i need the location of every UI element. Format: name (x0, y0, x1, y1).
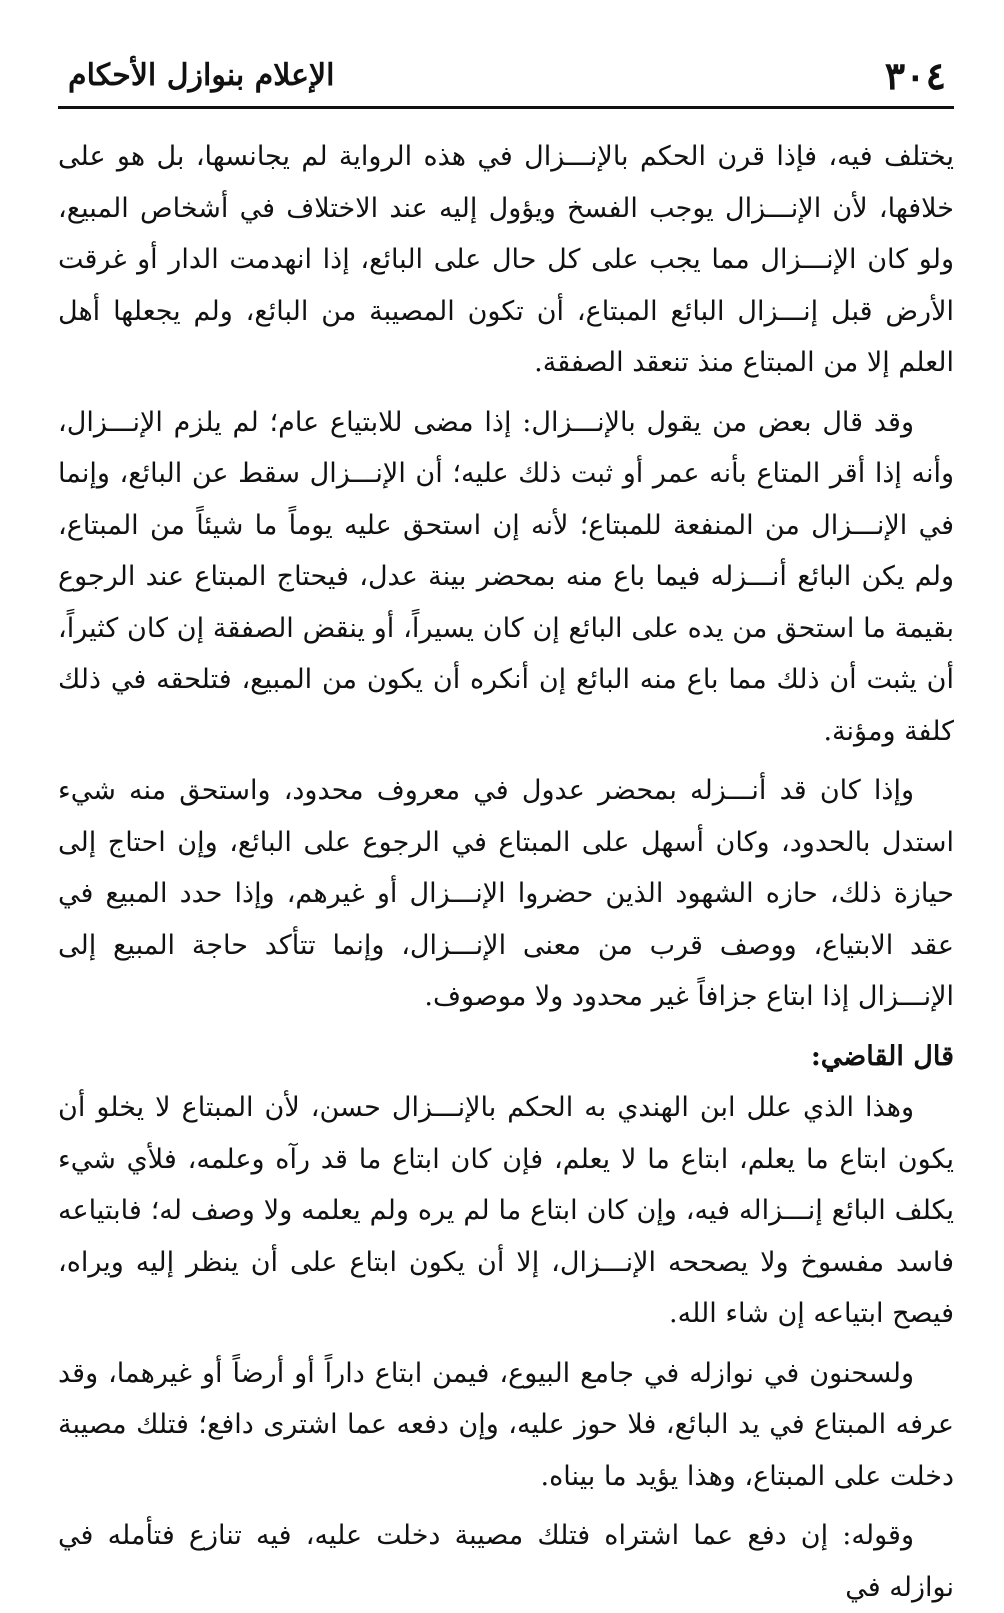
paragraph-4: وهذا الذي علل ابن الهندي به الحكم بالإنـــزال حسن، لأن المبتاع لا يخلو أن يكون ابتاع ما يعلم، ابتاع ما لا يعلم، فإن كان ابتاع ما قد رآه وعلمه، فلأي شيء يكلف البائع إنـــزاله فيه، وإن كان ابتاع ما لم يره ولم يعلمه ولا وصف له؛ فابتياعه فاسد مفسوخ ولا يصححه الإنـــزال، إلا أن يكون ابتاع على أن ينظر إليه ويراه، فيصح ابتياعه إن شاء الله. (58, 1092, 954, 1329)
paragraph-2: وقد قال بعض من يقول بالإنـــزال: إذا مضى للابتياع عام؛ لم يلزم الإنـــزال، وأنه إذا أقر المتاع بأنه عمر أو ثبت ذلك عليه؛ أن الإنـــزال سقط عن البائع، وإنما في الإنـــزال من المنفعة للمبتاع؛ لأنه إن استحق عليه يوماً ما شيئاً من المبتاع، ولم يكن البائع أنـــزله فيما باع منه بمحضر بينة عدل، فيحتاج المبتاع عند الرجوع بقيمة ما استحق من يده على البائع إن كان يسيراً، أو ينقض الصفقة إن كان كثيراً، أن يثبت أن ذلك مما باع منه البائع إن أنكره أن يكون من المبيع، فتلحقه في ذلك كلفة ومؤنة. (58, 406, 954, 747)
paragraph-5: ولسحنون في نوازله في جامع البيوع، فيمن ابتاع داراً أو أرضاً أو غيرهما، وقد عرفه المبتاع في يد البائع، فلا حوز عليه، وإن دفعه عما اشترى دافع؛ فتلك مصيبة دخلت على المبتاع، وهذا يؤيد ما بيناه. (58, 1357, 954, 1492)
paragraph-6: وقوله: إن دفع عما اشتراه فتلك مصيبة دخلت عليه، فيه تنازع فتأمله في نوازله في (58, 1520, 954, 1603)
paragraph-1: يختلف فيه، فإذا قرن الحكم بالإنـــزال في هذه الرواية لم يجانسها، بل هو على خلافها، لأن الإنـــزال يوجب الفسخ ويؤول إليه عند الاختلاف في أشخاص المبيع، ولو كان الإنـــزال مما يجب على كل حال على البائع، إذا انهدمت الدار أو غرقت الأرض قبل إنـــزال البائع المبتاع، أن تكون المصيبة من البائع، ولم يجعلها أهل العلم إلا من المبتاع منذ تنعقد الصفقة. (58, 141, 954, 378)
book-title: الإعلام بنوازل الأحكام (68, 58, 335, 93)
section-heading: قال القاضي: (810, 1040, 954, 1072)
book-page (58, 50, 954, 1603)
page-number: ٣٠٤ (884, 53, 946, 98)
running-head (58, 50, 954, 109)
page-body (58, 131, 954, 1613)
paragraph-3: وإذا كان قد أنـــزله بمحضر عدول في معروف محدود، واستحق منه شيء استدل بالحدود، وكان أسهل على المبتاع في الرجوع على البائع، وإن احتاج إلى حيازة ذلك، حازه الشهود الذين حضروا الإنـــزال أو غيرهم، وإذا حدد المبيع في عقد الابتياع، ووصف قرب من معنى الإنـــزال، وإنما تتأكد حاجة المبيع إلى الإنـــزال إذا ابتاع جزافاً غير محدود ولا موصوف. (58, 775, 954, 1012)
